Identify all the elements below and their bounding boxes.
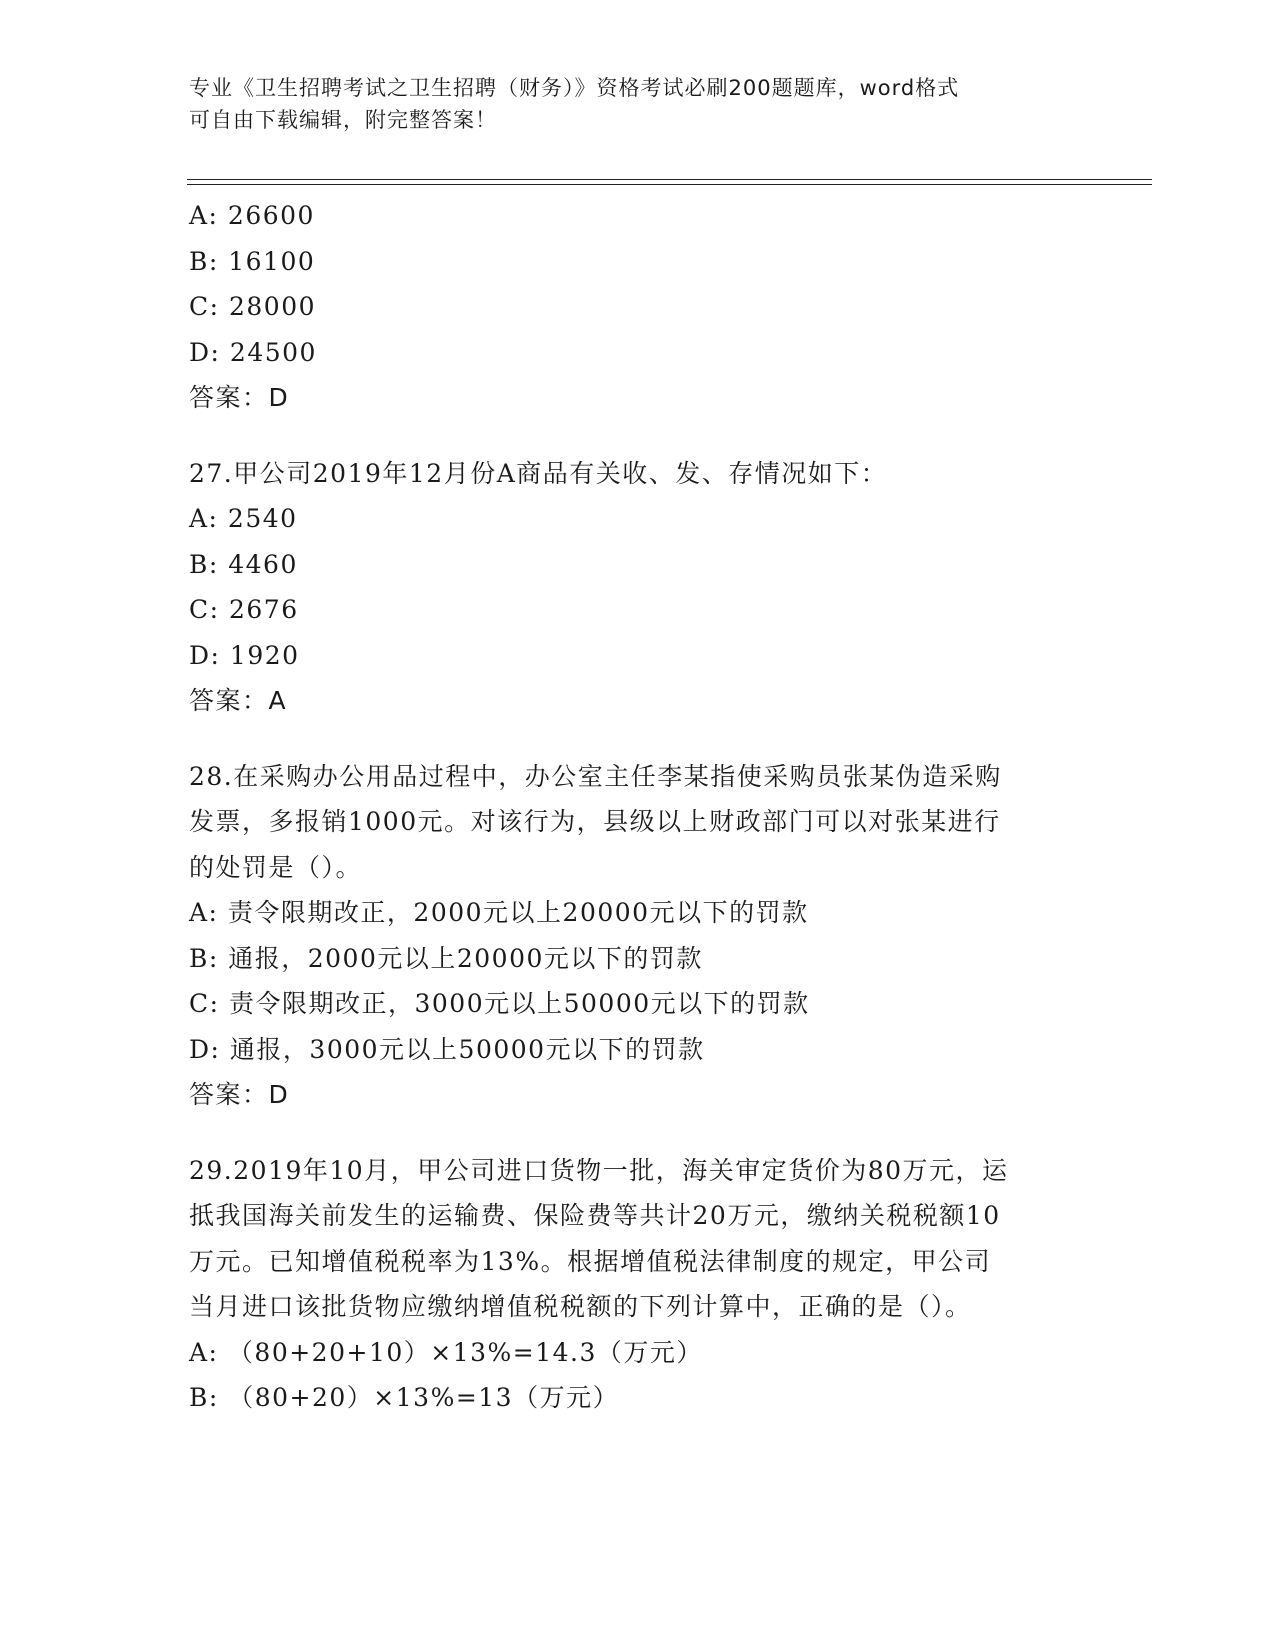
answer: 答案：A xyxy=(189,686,288,715)
document-header xyxy=(189,72,1089,136)
header-rule-bottom xyxy=(187,184,1152,185)
header-rule-top xyxy=(187,179,1152,180)
question-text-line-1: 29.2019年10月，甲公司进口货物一批，海关审定货价为80万元，运 xyxy=(189,1155,1009,1185)
option-b: B: 4460 xyxy=(189,549,298,579)
option-d: D: 通报，3000元以上50000元以下的罚款 xyxy=(189,1034,705,1064)
option-d: D: 24500 xyxy=(189,337,317,367)
question-text-line-4: 当月进口该批货物应缴纳增值税税额的下列计算中，正确的是（）。 xyxy=(189,1292,972,1321)
option-d: D: 1920 xyxy=(189,640,300,670)
header-line-1: 专业《卫生招聘考试之卫生招聘（财务）》资格考试必刷200题题库，word格式 xyxy=(189,76,960,100)
question-block-continued xyxy=(189,193,1119,421)
option-a: A: 26600 xyxy=(189,201,315,230)
question-text-line-1: 28.在采购办公用品过程中，办公室主任李某指使采购员张某伪造采购 xyxy=(189,761,1002,791)
question-text-line-3: 的处罚是（）。 xyxy=(189,852,363,882)
answer: 答案：D xyxy=(189,383,290,412)
option-c: C: 2676 xyxy=(189,595,299,624)
option-a: A: 责令限期改正，2000元以上20000元以下的罚款 xyxy=(189,898,809,927)
header-line-2: 可自由下载编辑，附完整答案！ xyxy=(189,108,497,132)
question-text: 27.甲公司2019年12月份A商品有关收、发、存情况如下： xyxy=(189,458,888,488)
option-c: C: 责令限期改正，3000元以上50000元以下的罚款 xyxy=(189,989,810,1018)
option-c: C: 28000 xyxy=(189,292,317,321)
question-text-line-3: 万元。已知增值税税率为13%。根据增值税法律制度的规定，甲公司 xyxy=(189,1246,992,1276)
option-b: B: 通报，2000元以上20000元以下的罚款 xyxy=(189,943,703,973)
question-28 xyxy=(189,754,1119,1118)
document-body xyxy=(189,193,1119,1421)
option-b: B: （80+20）×13%=13（万元） xyxy=(189,1383,620,1412)
option-b: B: 16100 xyxy=(189,246,316,276)
option-a: A: （80+20+10）×13%=14.3（万元） xyxy=(189,1337,703,1367)
question-27 xyxy=(189,451,1119,724)
question-text-line-2: 发票，多报销1000元。对该行为，县级以上财政部门可以对张某进行 xyxy=(189,807,1001,836)
option-a: A: 2540 xyxy=(189,504,298,533)
question-text-line-2: 抵我国海关前发生的运输费、保险费等共计20万元，缴纳关税税额10 xyxy=(189,1201,1001,1230)
question-29 xyxy=(189,1148,1119,1421)
answer: 答案：D xyxy=(189,1080,290,1109)
